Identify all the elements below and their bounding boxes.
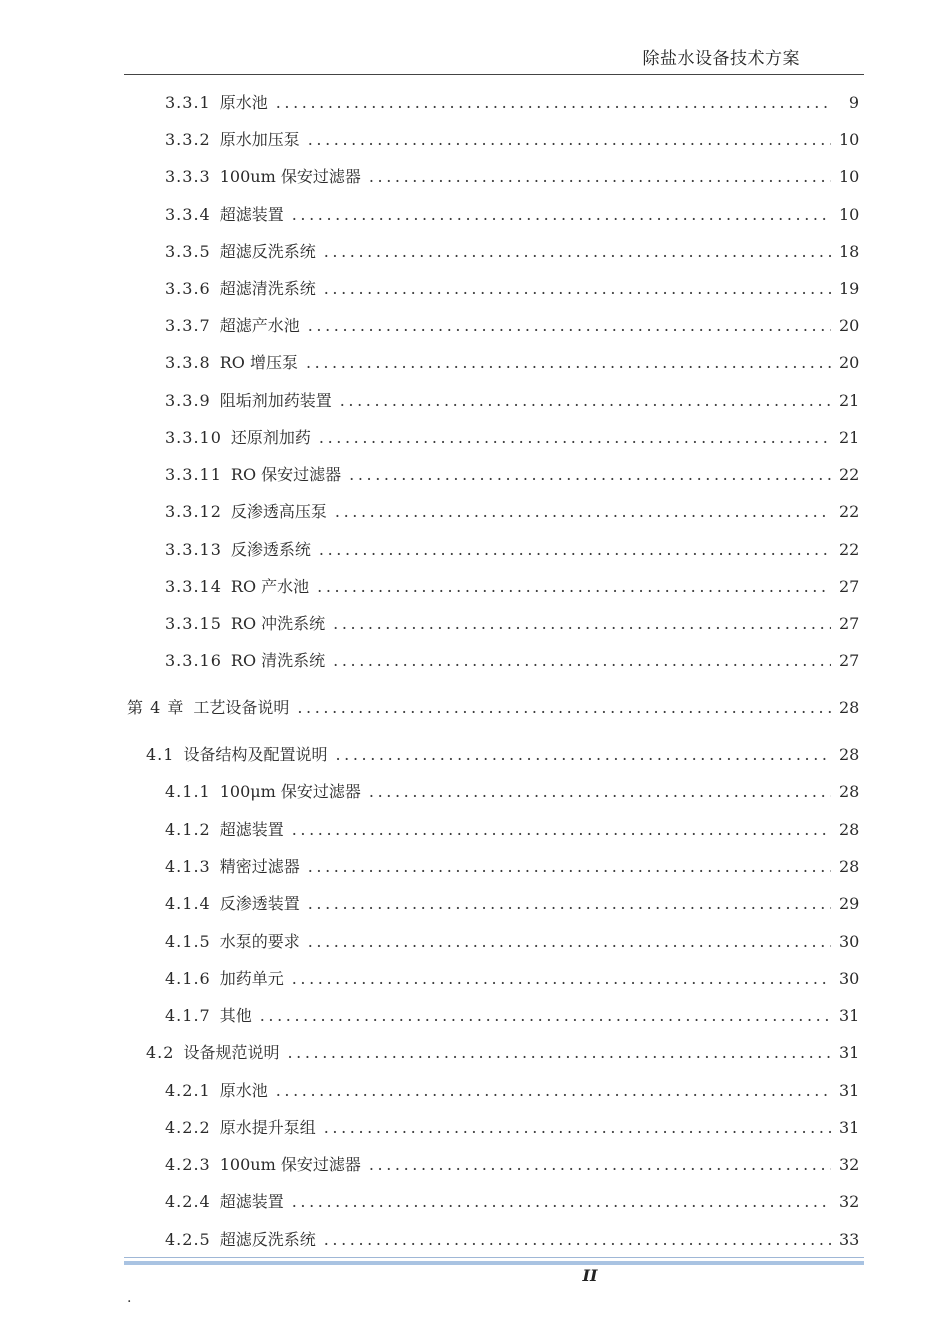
toc-entry[interactable]	[165, 1190, 859, 1214]
toc-entry-title: 设备规范说明	[183, 1043, 280, 1062]
toc-entry[interactable]	[165, 818, 859, 842]
toc-entry-title: 反渗透高压泵	[230, 502, 327, 521]
toc-entry-title: 超滤产水池	[219, 316, 300, 335]
toc-dot-leader	[324, 1228, 831, 1252]
toc-entry-page: 28	[839, 782, 860, 801]
toc-entry-page: 33	[839, 1230, 860, 1249]
toc-entry-title: RO 增压泵	[219, 353, 298, 372]
toc-entry-page: 10	[839, 167, 860, 186]
footer-divider-thin	[124, 1257, 864, 1258]
toc-entry-page: 20	[839, 353, 860, 372]
toc-entry[interactable]	[165, 389, 859, 413]
toc-entry-title: 精密过滤器	[219, 857, 300, 876]
toc-entry-title: 设备结构及配置说明	[183, 745, 328, 764]
stray-mark: .	[127, 1290, 132, 1306]
toc-dot-leader	[349, 463, 831, 487]
toc-entry-number: 4.2	[146, 1043, 175, 1062]
toc-dot-leader	[308, 128, 831, 152]
toc-entry-page: 31	[839, 1081, 860, 1100]
toc-entry[interactable]	[165, 930, 859, 954]
toc-dot-leader	[369, 1153, 831, 1177]
toc-entry-title: 超滤装置	[219, 1192, 284, 1211]
toc-entry-page: 22	[839, 502, 860, 521]
toc-dot-leader	[324, 240, 831, 264]
toc-entry-number: 3.3.8	[165, 353, 211, 372]
toc-entry-page: 29	[839, 894, 860, 913]
toc-entry-number: 3.3.14	[165, 577, 222, 596]
toc-entry-page: 28	[839, 820, 860, 839]
toc-entry[interactable]	[165, 277, 859, 301]
toc-entry-title: 超滤装置	[219, 820, 284, 839]
toc-entry[interactable]	[165, 855, 859, 879]
toc-entry-number: 第 4 章	[127, 698, 185, 717]
toc-entry-page: 18	[839, 242, 860, 261]
toc-entry-title: RO 冲洗系统	[230, 614, 326, 633]
toc-entry-title: 反渗透装置	[219, 894, 300, 913]
toc-entry-page: 21	[839, 428, 860, 447]
toc-entry-number: 4.2.4	[165, 1192, 211, 1211]
toc-entry-number: 3.3.1	[165, 93, 211, 112]
toc-entry-number: 3.3.11	[165, 465, 222, 484]
toc-entry-page: 28	[839, 857, 860, 876]
toc-entry-number: 3.3.15	[165, 614, 222, 633]
toc-dot-leader	[319, 538, 831, 562]
toc-dot-leader	[292, 1190, 831, 1214]
toc-dot-leader	[335, 500, 831, 524]
toc-entry-number: 4.1.7	[165, 1006, 211, 1025]
toc-entry-title: 其他	[219, 1006, 252, 1025]
toc-entry-title: RO 保安过滤器	[230, 465, 342, 484]
toc-entry-number: 4.1.2	[165, 820, 211, 839]
toc-dot-leader	[324, 1116, 831, 1140]
toc-entry[interactable]	[165, 538, 859, 562]
toc-entry-number: 4.1.1	[165, 782, 211, 801]
toc-entry-page: 9	[848, 93, 859, 112]
toc-dot-leader	[308, 855, 831, 879]
toc-dot-leader	[292, 203, 831, 227]
toc-entry-number: 3.3.3	[165, 167, 211, 186]
toc-entry[interactable]	[165, 1153, 859, 1177]
toc-dot-leader	[317, 575, 831, 599]
toc-entry-number: 4.2.3	[165, 1155, 211, 1174]
toc-dot-leader	[340, 389, 831, 413]
toc-entry-page: 31	[839, 1043, 860, 1062]
toc-dot-leader	[319, 426, 831, 450]
toc-entry-page: 21	[839, 391, 860, 410]
toc-entry[interactable]	[165, 240, 859, 264]
toc-entry-number: 3.3.7	[165, 316, 211, 335]
toc-entry-number: 4.2.2	[165, 1118, 211, 1137]
toc-entry-page: 10	[839, 205, 860, 224]
toc-entry[interactable]	[165, 1079, 859, 1103]
toc-entry[interactable]	[165, 351, 859, 375]
toc-entry[interactable]	[165, 203, 859, 227]
toc-entry-number: 3.3.9	[165, 391, 211, 410]
toc-entry-page: 10	[839, 130, 860, 149]
toc-entry-title: 100um 保安过滤器	[219, 167, 361, 186]
toc-entry-title: 超滤装置	[219, 205, 284, 224]
toc-entry-number: 3.3.13	[165, 540, 222, 559]
toc-entry[interactable]	[165, 575, 859, 599]
toc-entry-title: 100μm 保安过滤器	[219, 782, 361, 801]
toc-entry[interactable]	[165, 128, 859, 152]
toc-entry-number: 3.3.2	[165, 130, 211, 149]
toc-entry[interactable]	[165, 426, 859, 450]
toc-entry-page: 31	[839, 1006, 860, 1025]
toc-entry[interactable]	[165, 967, 859, 991]
toc-entry[interactable]	[165, 91, 859, 115]
toc-entry-page: 19	[839, 279, 860, 298]
toc-entry[interactable]	[165, 463, 859, 487]
toc-entry-page: 28	[839, 745, 860, 764]
toc-entry-title: 超滤反洗系统	[219, 242, 316, 261]
toc-dot-leader	[308, 930, 831, 954]
toc-entry-page: 32	[839, 1155, 860, 1174]
toc-dot-leader	[369, 165, 831, 189]
toc-entry-number: 3.3.4	[165, 205, 211, 224]
toc-entry-title: 原水加压泵	[219, 130, 300, 149]
toc-dot-leader	[306, 351, 831, 375]
toc-entry-title: 超滤清洗系统	[219, 279, 316, 298]
toc-entry-page: 27	[839, 577, 860, 596]
toc-entry-page: 31	[839, 1118, 860, 1137]
toc-dot-leader	[276, 1079, 831, 1103]
toc-dot-leader	[287, 1041, 831, 1065]
toc-entry[interactable]	[165, 1004, 859, 1028]
toc-dot-leader	[333, 649, 831, 673]
document-header-title: 除盐水设备技术方案	[642, 49, 800, 69]
toc-entry-page: 30	[839, 932, 860, 951]
toc-entry-page: 20	[839, 316, 860, 335]
toc-entry-number: 4.1.5	[165, 932, 211, 951]
toc-entry-title: 阻垢剂加药装置	[219, 391, 332, 410]
toc-entry[interactable]	[165, 165, 859, 189]
toc-entry-number: 3.3.16	[165, 651, 222, 670]
toc-entry-number: 4.1.6	[165, 969, 211, 988]
toc-dot-leader	[324, 277, 831, 301]
toc-entry-number: 4.2.5	[165, 1230, 211, 1249]
toc-entry-number: 3.3.12	[165, 502, 222, 521]
toc-entry[interactable]	[165, 314, 859, 338]
toc-entry-title: 原水池	[219, 93, 268, 112]
toc-entry[interactable]	[165, 649, 859, 673]
toc-dot-leader	[297, 696, 831, 720]
toc-entry-number: 4.2.1	[165, 1081, 211, 1100]
toc-entry-page: 22	[839, 540, 860, 559]
toc-entry-number: 3.3.5	[165, 242, 211, 261]
toc-dot-leader	[308, 892, 831, 916]
toc-entry-title: 超滤反洗系统	[219, 1230, 316, 1249]
toc-dot-leader	[308, 314, 831, 338]
toc-dot-leader	[335, 743, 831, 767]
footer-divider-thick	[124, 1261, 864, 1265]
toc-entry-number: 3.3.10	[165, 428, 222, 447]
page-number: II	[582, 1266, 598, 1285]
toc-entry-title: RO 清洗系统	[230, 651, 326, 670]
toc-entry-number: 4.1.4	[165, 894, 211, 913]
toc-entry-page: 22	[839, 465, 860, 484]
toc-entry-page: 27	[839, 651, 860, 670]
toc-entry-number: 3.3.6	[165, 279, 211, 298]
toc-entry-page: 28	[839, 698, 860, 717]
toc-entry-title: 100um 保安过滤器	[219, 1155, 361, 1174]
toc-entry[interactable]	[165, 780, 859, 804]
toc-entry-title: 反渗透系统	[230, 540, 311, 559]
toc-entry-title: 水泵的要求	[219, 932, 300, 951]
toc-entry[interactable]	[165, 892, 859, 916]
toc-entry[interactable]	[165, 1116, 859, 1140]
toc-entry[interactable]	[146, 743, 859, 767]
toc-dot-leader	[276, 91, 831, 115]
toc-entry-title: 原水提升泵组	[219, 1118, 316, 1137]
toc-dot-leader	[292, 967, 831, 991]
toc-entry[interactable]	[146, 1041, 859, 1065]
toc-entry[interactable]	[165, 612, 859, 636]
toc-entry-page: 30	[839, 969, 860, 988]
toc-entry-number: 4.1.3	[165, 857, 211, 876]
toc-dot-leader	[369, 780, 831, 804]
toc-entry-title: 还原剂加药	[230, 428, 311, 447]
toc-entry[interactable]	[165, 1228, 859, 1252]
toc-entry-page: 27	[839, 614, 860, 633]
toc-dot-leader	[333, 612, 831, 636]
toc-entry-title: 工艺设备说明	[193, 698, 290, 717]
toc-entry-title: 加药单元	[219, 969, 284, 988]
toc-entry-title: 原水池	[219, 1081, 268, 1100]
toc-entry-title: RO 产水池	[230, 577, 310, 596]
toc-entry[interactable]	[165, 500, 859, 524]
toc-dot-leader	[260, 1004, 831, 1028]
toc-entry-page: 32	[839, 1192, 860, 1211]
toc-entry-number: 4.1	[146, 745, 175, 764]
toc-dot-leader	[292, 818, 831, 842]
toc-entry[interactable]	[127, 696, 859, 720]
